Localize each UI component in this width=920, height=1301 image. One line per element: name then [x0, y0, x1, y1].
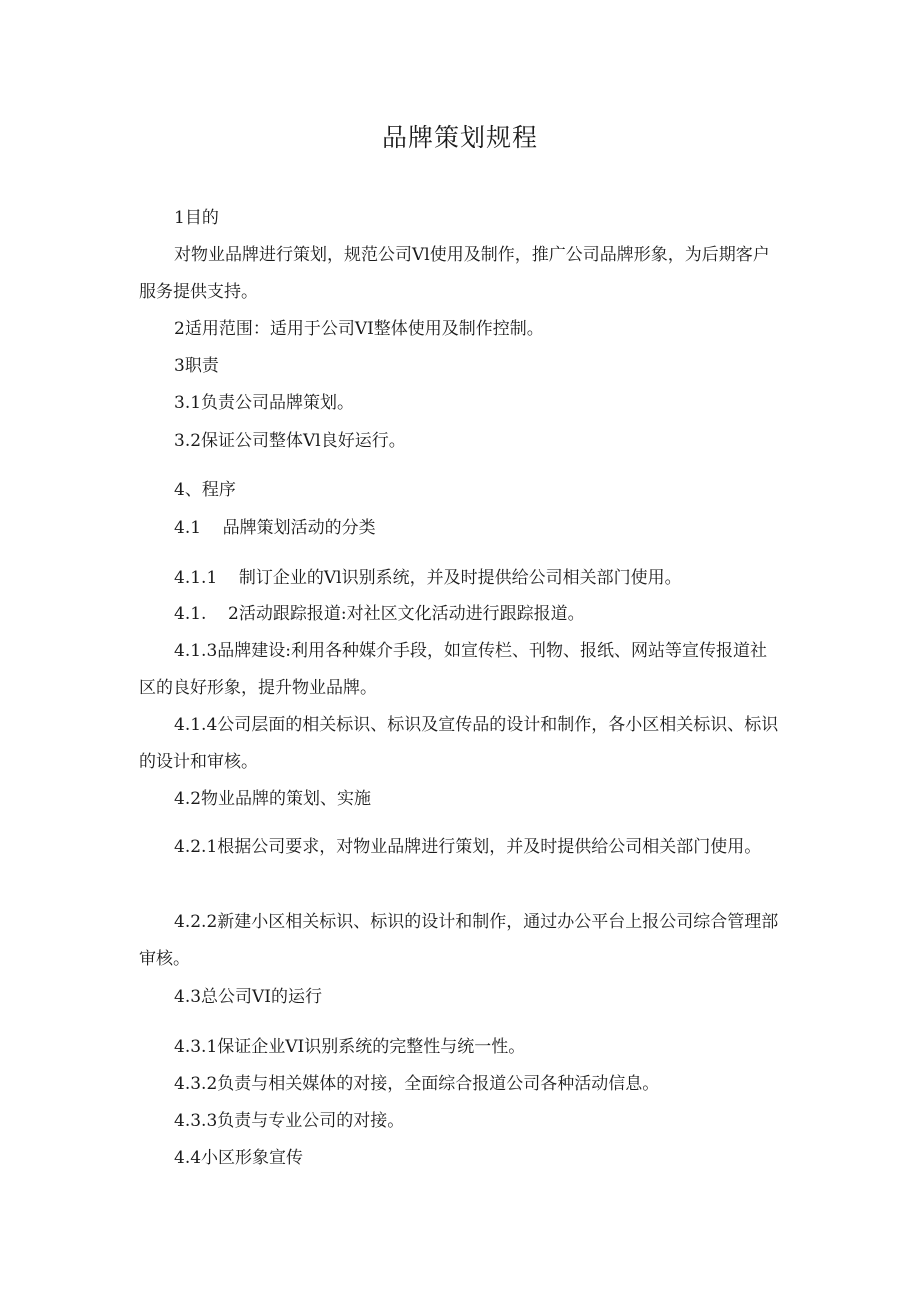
subsection-heading: 4.4小区形象宣传: [174, 1148, 304, 1168]
section-heading: 2适用范围：适用于公司VI整体使用及制作控制。: [174, 319, 544, 339]
section-heading: 3职责: [174, 356, 219, 376]
list-item: 4.1.1 制订企业的Vl识别系统，并及时提供给公司相关部门使用。: [174, 568, 682, 588]
subsection-heading: 4.1 品牌策划活动的分类: [174, 518, 376, 538]
subsection-heading: 4.2物业品牌的策划、实施: [174, 789, 372, 809]
section-heading: 4、程序: [174, 480, 236, 500]
list-item: 4.3.2负责与相关媒体的对接，全面综合报道公司各种活动信息。: [174, 1074, 660, 1094]
paragraph: 4.2.1根据公司要求，对物业品牌进行策划，并及时提供给公司相关部门使用。: [174, 837, 762, 857]
document-title: 品牌策划规程: [381, 123, 538, 152]
section-heading: 1目的: [174, 208, 219, 228]
paragraph: 4.1.3品牌建设:利用各种媒介手段，如宣传栏、刊物、报纸、网站等宣传报道社区的良好形象，提升物业品牌。: [139, 641, 767, 698]
paragraph: 对物业品牌进行策划，规范公司Vl使用及制作，推广公司品牌形象，为后期客户服务提供支持。: [139, 245, 770, 302]
list-item: 4.3.3负责与专业公司的对接。: [174, 1111, 405, 1131]
list-item: 3.2保证公司整体Vl良好运行。: [174, 431, 406, 451]
list-item: 4.3.1保证企业VI识别系统的完整性与统一性。: [174, 1037, 526, 1057]
paragraph: 4.1.4公司层面的相关标识、标识及宣传品的设计和制作，各小区相关标识、标识的设计和审核。: [139, 715, 779, 772]
subsection-heading: 4.3总公司VI的运行: [174, 987, 323, 1007]
list-item: 4.1. 2活动跟踪报道:对社区文化活动进行跟踪报道。: [174, 604, 585, 624]
paragraph: 4.2.2新建小区相关标识、标识的设计和制作，通过办公平台上报公司综合管理部审核。: [139, 912, 779, 969]
list-item: 3.1负责公司品牌策划。: [174, 393, 355, 413]
